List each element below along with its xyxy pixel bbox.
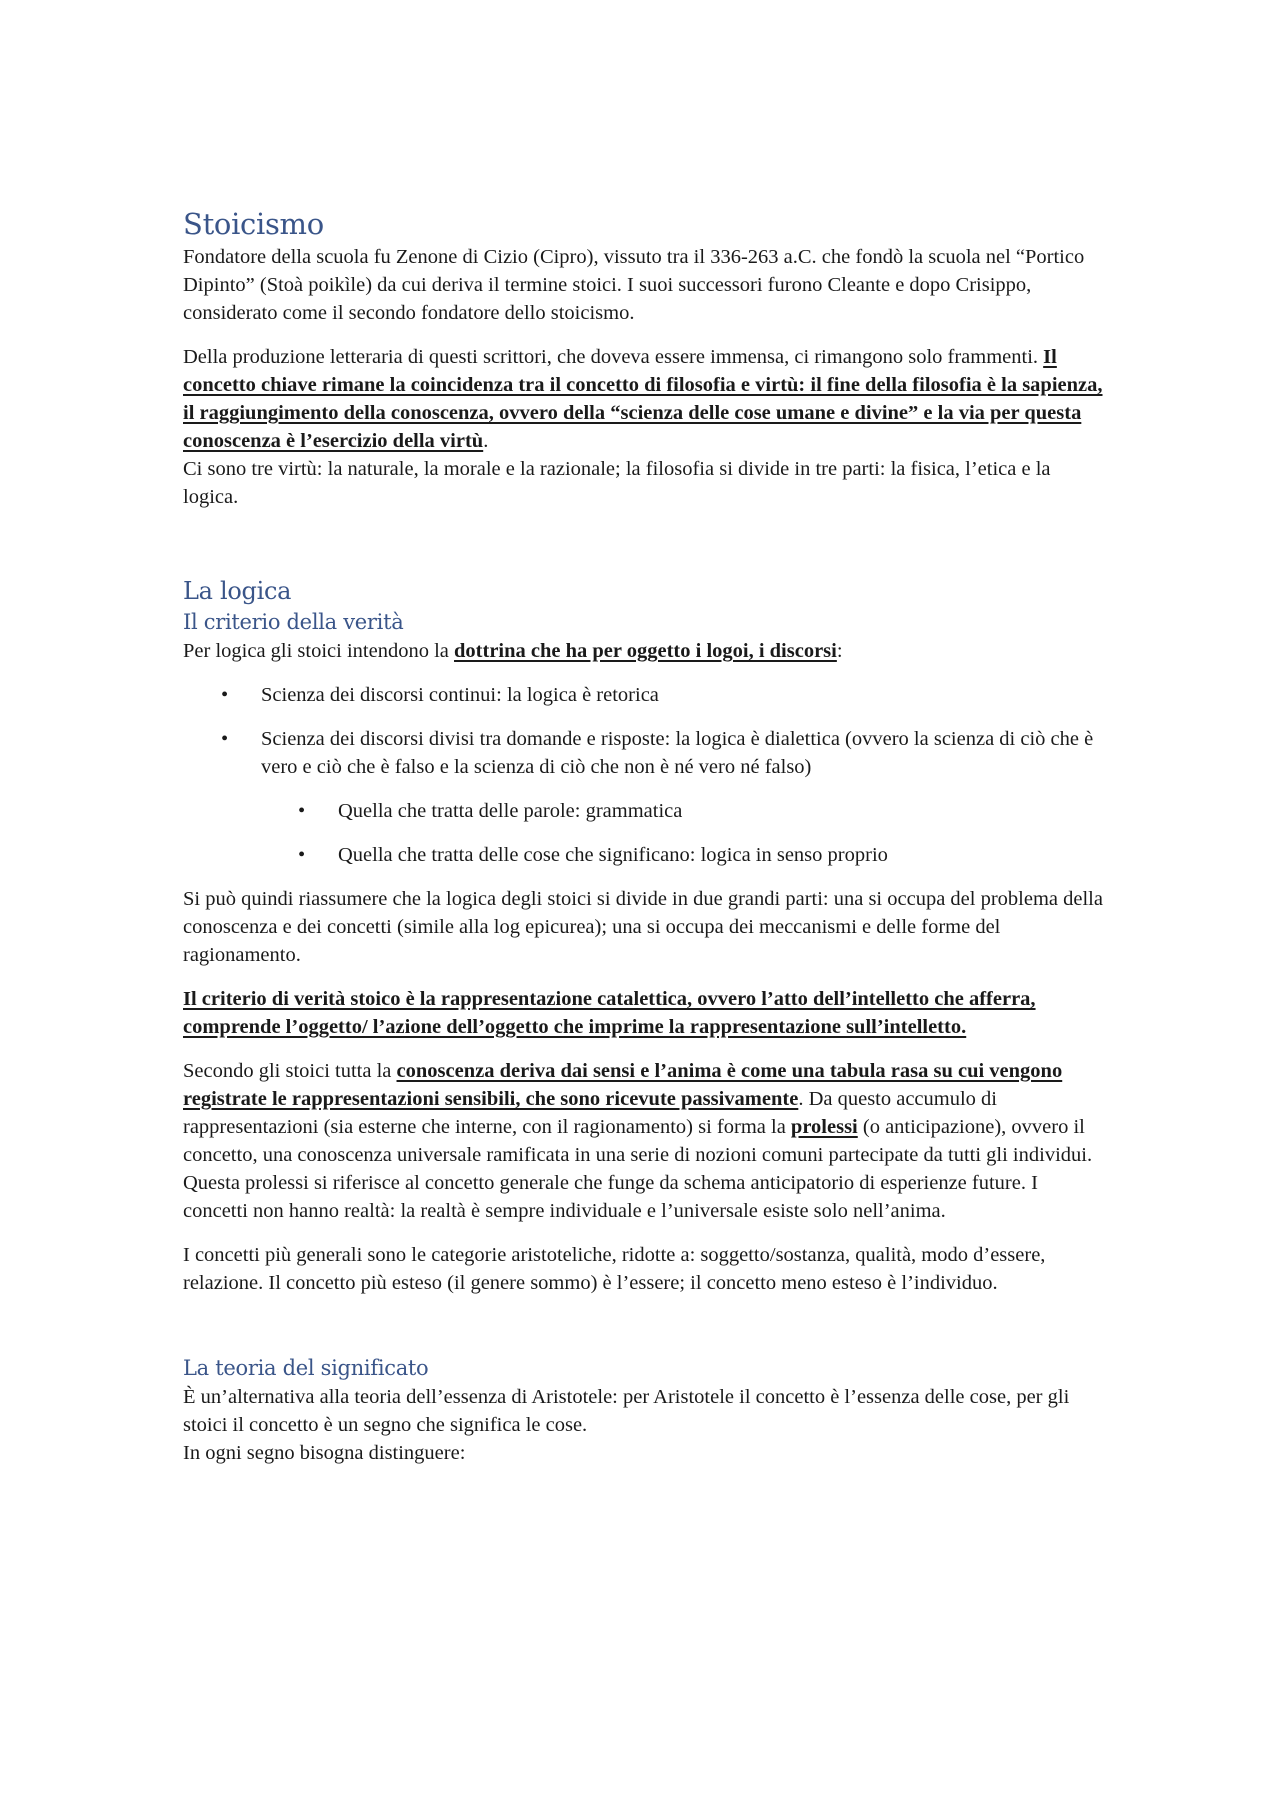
list-item: • Quella che tratta delle parole: grammatica bbox=[183, 797, 1103, 825]
list-item: • Scienza dei discorsi divisi tra domande e risposte: la logica è dialettica (ovvero la scienza di ciò che è vero e ciò che è falso e la scienza di ciò che non è né vero né falso) bbox=[183, 725, 1103, 781]
senses-highlight: conoscenza deriva dai sensi e l’anima è come una tabula rasa su cui vengono registrate le rappresentazioni sensibili, che sono ricevute passivamente bbox=[183, 1060, 1063, 1110]
list-item: • Quella che tratta delle cose che significano: logica in senso proprio bbox=[183, 841, 1103, 869]
list-item: • Scienza dei discorsi continui: la logica è retorica bbox=[183, 681, 1103, 709]
document-page bbox=[183, 205, 1103, 1467]
criterion-highlight: Il criterio di verità stoico è la rappresentazione catalettica, ovvero l’atto dell’intelletto che afferra, comprende l’oggetto/ l’azione dell’oggetto che imprime la rappresentazione sull’intelletto. bbox=[183, 988, 1036, 1038]
categories-paragraph: I concetti più generali sono le categorie aristoteliche, ridotte a: soggetto/sostanza, qualità, modo d’essere, relazione. Il concetto più esteso (il genere sommo) è l’essere; il concetto meno esteso è l’individuo. bbox=[183, 1244, 1046, 1294]
meaning-paragraph: È un’alternativa alla teoria dell’essenza di Aristotele: per Aristotele il concetto è l’essenza delle cose, per gli stoici il concetto è un segno che significa le cose. bbox=[183, 1386, 1070, 1436]
logic-bullet-list bbox=[183, 681, 1103, 781]
logic-definition-highlight: dottrina che ha per oggetto i logoi, i discorsi bbox=[454, 640, 837, 662]
senses-paragraph: Secondo gli stoici tutta la conoscenza deriva dai sensi e l’anima è come una tabula rasa su cui vengono registrate le rappresentazioni sensibili, che sono ricevute passivamente. Da questo accumulo di rappresentazioni (sia esterne che interne, con il ragionamento) si forma la prolessi (o anticipazione), ovvero il concetto, una conoscenza universale ramificata in una serie di nozioni comuni partecipate da tutti gli individui. Questa prolessi si riferisce al concetto generale che funge da schema anticipatorio di esperienze future. I concetti non hanno realtà: la realtà è sempre individuale e l’universale esiste solo nell’anima. bbox=[183, 1060, 1093, 1222]
virtues-paragraph: Ci sono tre virtù: la naturale, la morale e la razionale; la filosofia si divide in tre parti: la fisica, l’etica e la logica. bbox=[183, 458, 1051, 508]
sign-paragraph: In ogni segno bisogna distinguere: bbox=[183, 1442, 466, 1464]
logic-sub-bullet-list bbox=[183, 797, 1103, 869]
subheading-criterio: Il criterio della verità bbox=[183, 610, 404, 634]
production-paragraph: Della produzione letteraria di questi scrittori, che doveva essere immensa, ci rimangono solo frammenti. Il concetto chiave rimane la coincidenza tra il concetto di filosofia e virtù: il fine della filosofia è la sapienza, il raggiungimento della conoscenza, ovvero della “scienza delle cose umane e divine” e la via per questa conoscenza è l’esercizio della virtù. bbox=[183, 346, 1103, 452]
summary-paragraph: Si può quindi riassumere che la logica degli stoici si divide in due grandi parti: una si occupa del problema della conoscenza e dei concetti (simile alla log epicurea); una si occupa dei meccanismi e delle forme del ragionamento. bbox=[183, 888, 1103, 966]
key-concept-highlight: Il concetto chiave rimane la coincidenza tra il concetto di filosofia e virtù: il fine della filosofia è la sapienza, il raggiungimento della conoscenza, ovvero della “scienza delle cose umane e divine” e la via per questa conoscenza è l’esercizio della virtù bbox=[183, 346, 1103, 452]
logic-definition: Per logica gli stoici intendono la dottrina che ha per oggetto i logoi, i discorsi: bbox=[183, 640, 843, 662]
prolessi-highlight: prolessi bbox=[790, 1116, 858, 1138]
section-heading-logica: La logica bbox=[183, 577, 292, 605]
subheading-significato: La teoria del significato bbox=[183, 1356, 429, 1380]
criterion-paragraph bbox=[183, 985, 1103, 1041]
page-title: Stoicismo bbox=[183, 207, 324, 241]
intro-paragraph: Fondatore della scuola fu Zenone di Cizio (Cipro), vissuto tra il 336-263 a.C. che fondò la scuola nel “Portico Dipinto” (Stoà poikìle) da cui deriva il termine stoici. I suoi successori furono Cleante e dopo Crisippo, considerato come il secondo fondatore dello stoicismo. bbox=[183, 246, 1085, 324]
